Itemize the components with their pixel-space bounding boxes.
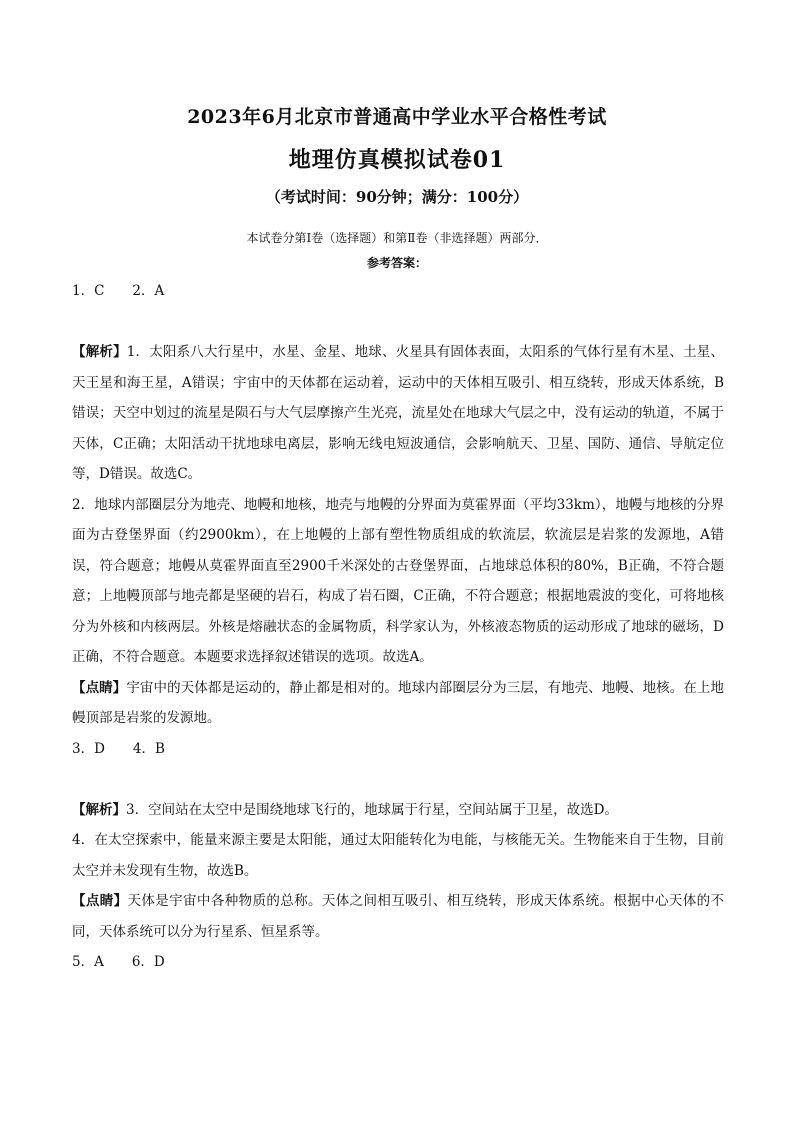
- answer-key-item: 5．A: [72, 954, 104, 970]
- answer-key-item: 1．C: [72, 283, 105, 299]
- tip-paragraph: [72, 886, 724, 947]
- answer-key-item: 4．B: [132, 740, 165, 757]
- answer-content: [72, 276, 724, 978]
- answer-key-item: 3．D: [72, 740, 105, 757]
- analysis-paragraph: [72, 825, 724, 886]
- analysis-text: 2．地球内部圈层分为地壳、地幔和地核，地壳与地幔的分界面为莫霍界面（平均33km），地幔与地核的分界面为古登堡界面（约2900km），在上地幔的上部有塑性物质组成的软流层，软流层是岩浆的发源地，A错误，符合题意；地幔从莫霍界面直至2900千米深处的古登堡界面，占地球总体积的80%，B正确，不符合题意；上地幔顶部与地壳都是坚硬的岩石，构成了岩石圈，C正确，不符合题意；根据地震波的变化，可将地核分为外核和内核两层。外核是熔融状态的金属物质，科学家认为，外核液态物质的运动形成了地球的磁场，D正确，不符合题意。本题要求选择叙述错误的选项。故选A。: [72, 496, 724, 665]
- tip-text: 宇宙中的天体都是运动的，静止都是相对的。地球内部圈层分为三层，有地壳、地幔、地核。在上地幔顶部是岩浆的发源地。: [72, 679, 725, 726]
- tip-paragraph: [72, 673, 724, 734]
- analysis-text: 3．空间站在太空中是围绕地球飞行的，地球属于行星，空间站属于卫星，故选D。: [126, 801, 618, 818]
- tip-text: 天体是宇宙中各种物质的总称。天体之间相互吸引、相互绕转，形成天体系统。根据中心天体的不同，天体系统可以分为行星系、恒星系等。: [72, 893, 725, 940]
- exam-structure-note: 本试卷分第Ⅰ卷（选择题）和第Ⅱ卷（非选择题）两部分．: [246, 231, 548, 245]
- analysis-text: 4．在太空探索中，能量来源主要是太阳能，通过太阳能转化为电能，与核能无关。生物能来自于生物，目前太空并未发现有生物，故选B。: [72, 832, 724, 879]
- answer-key-line: [72, 276, 724, 307]
- tip-tag: 【点睛】: [72, 679, 127, 696]
- answer-key-item: 2．A: [132, 283, 165, 299]
- analysis-paragraph: [72, 337, 724, 490]
- answer-key-line: [72, 947, 724, 978]
- analysis-tag: 【解析】: [72, 344, 127, 360]
- analysis-paragraph: [72, 490, 724, 673]
- answer-key-item: 6．D: [131, 954, 165, 970]
- analysis-tag: 【解析】: [72, 801, 126, 818]
- exam-paper-name: 地理仿真模拟试卷01: [288, 147, 506, 173]
- answer-key-line: [72, 734, 724, 765]
- exam-title: 2023年6月北京市普通高中学业水平合格性考试: [187, 106, 607, 128]
- answer-heading: 参考答案：: [366, 256, 427, 270]
- tip-tag: 【点睛】: [72, 893, 128, 909]
- exam-time-score: （考试时间：90分钟；满分：100分）: [265, 188, 529, 206]
- analysis-text: 1．太阳系八大行星中，水星、金星、地球、火星具有固体表面，太阳系的气体行星有木星、土星、天王星和海王星，A错误；宇宙中的天体都在运动着，运动中的天体相互吸引、相互绕转，形成天体系统，B错误；天空中划过的流星是陨石与大气层摩擦产生光亮，流星处在地球大气层之中，没有运动的轨道，不属于天体，C正确；太阳活动干扰地球电离层，影响无线电短波通信，会影响航天、卫星、国防、通信、导航定位等，D错误。故选C。: [72, 344, 725, 482]
- analysis-paragraph: [72, 795, 724, 826]
